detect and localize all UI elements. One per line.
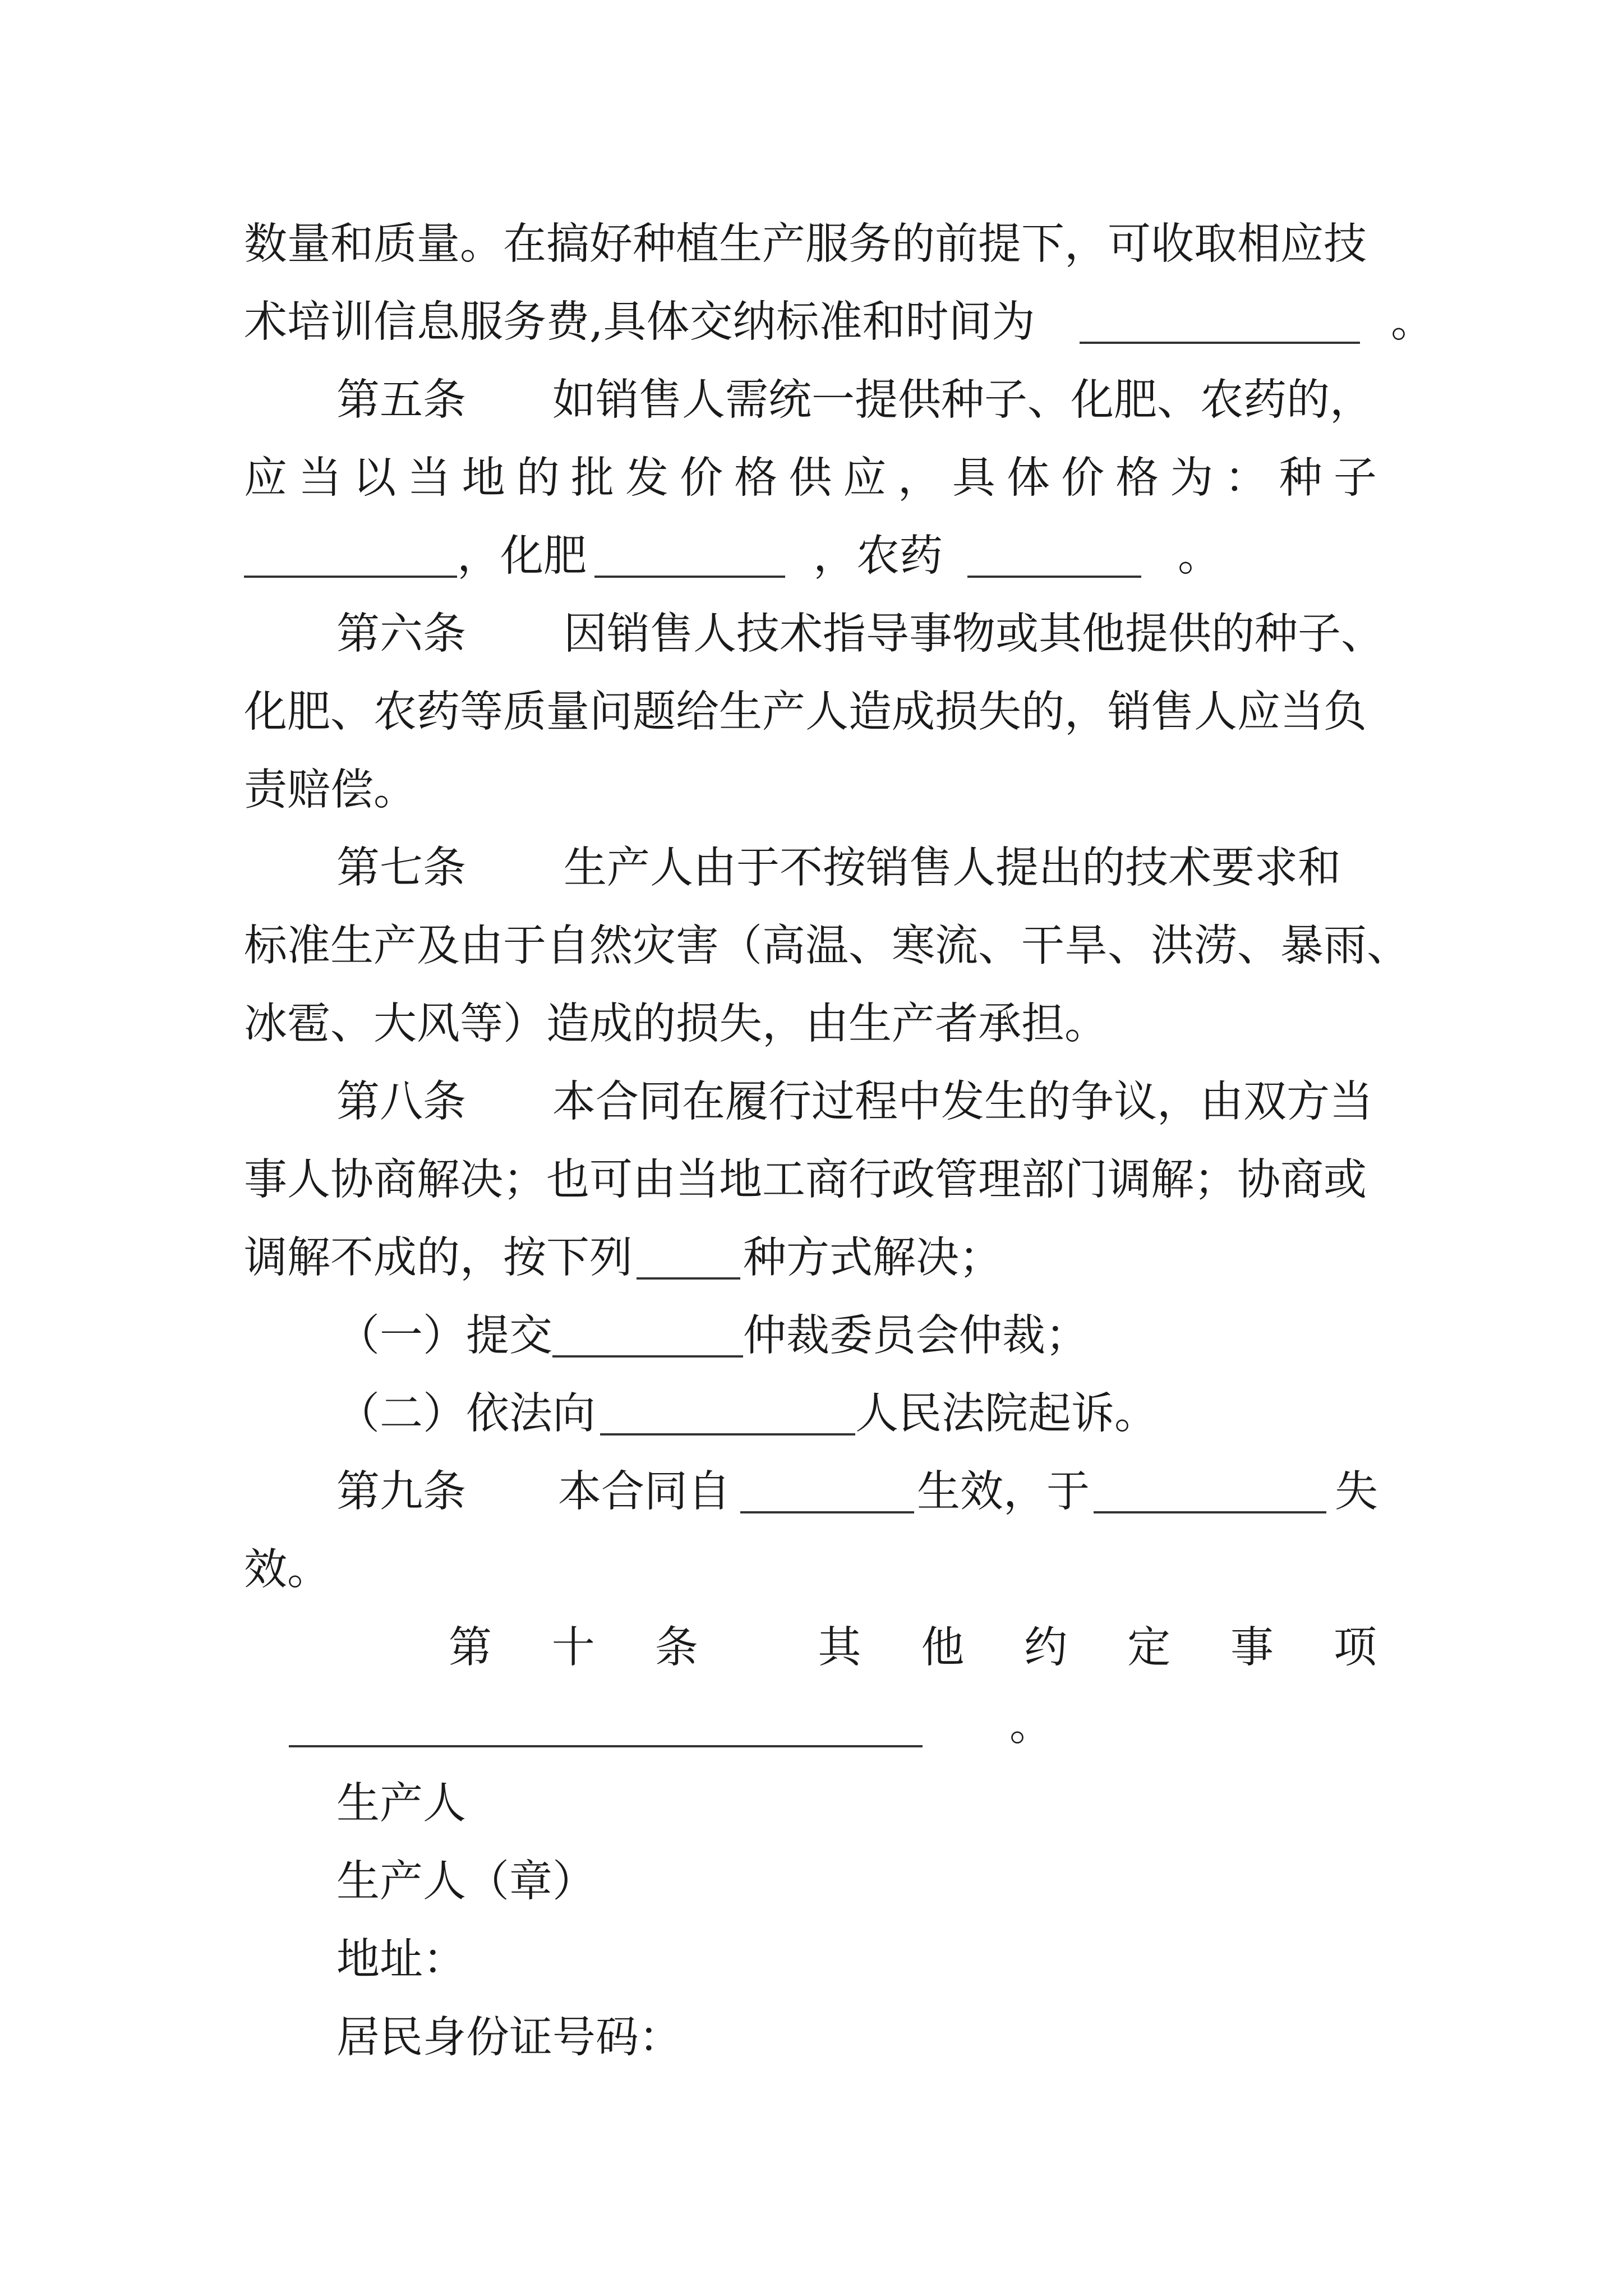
signature-line [0,1765,1623,1843]
text-line [0,1531,1623,1609]
justified-char: 价 [680,453,723,503]
article-5-heading-line [0,361,1623,440]
fill-blank [1094,1472,1326,1513]
article-8-heading-line [0,1063,1623,1142]
article-7-heading-line [0,829,1623,908]
line-text: 标准生产及由于自然灾害（高温、寒流、干旱、洪涝、暴雨、 [244,921,1410,971]
article-number: 第七条 [336,843,466,893]
signature-line [0,1843,1623,1921]
justified-char: 十 [551,1623,595,1673]
line-text: 效。 [244,1545,330,1595]
fill-blank [967,536,1141,578]
justified-char: 以 [353,453,396,503]
text-line [0,517,1623,596]
text-line [0,1297,1623,1375]
text-line [0,907,1623,986]
signature-line [0,1921,1623,1999]
justified-char: 其 [818,1623,861,1673]
fill-blank [637,1238,740,1280]
justified-char: 种 [1279,453,1322,503]
text-line [0,985,1623,1064]
address-label: 地址： [336,1935,466,1985]
line-text: （二）依法向 [336,1389,596,1439]
fill-blank [244,536,457,578]
article-9-heading-line [0,1453,1623,1531]
fill-blank [600,1394,855,1435]
justified-text [449,1609,1377,1687]
justified-char: 应 [843,453,887,503]
article-number: 第五条 [336,375,466,425]
id-number-label: 居民身份证号码： [336,2013,682,2063]
justified-char: 应 [244,453,287,503]
line-text: 。 [1391,297,1434,347]
fill-blank [552,1316,743,1358]
text-line [0,1141,1623,1220]
justified-char: 地 [462,453,505,503]
fill-blank [289,1706,923,1747]
line-text: 失 [1335,1467,1378,1517]
signature-line [0,1999,1623,2077]
line-text: 仲裁委员会仲裁； [743,1311,1089,1361]
text-line [0,283,1623,362]
justified-char: 价 [1061,453,1105,503]
justified-char: 为 [1170,453,1214,503]
line-text: 。 [1178,531,1221,581]
text-line [0,1219,1623,1297]
line-text: 化肥、农药等质量问题给生产人造成损失的，销售人应当负 [244,687,1367,737]
line-text: 生产人由于不按销售人提出的技术要求和 [564,843,1341,893]
line-text: 责赔偿。 [244,765,417,815]
line-text: 事人协商解决；也可由当地工商行政管理部门调解；协商或 [244,1155,1367,1205]
justified-text [244,439,1377,518]
justified-char: 格 [734,453,778,503]
text-line [0,205,1623,284]
justified-char: 子 [1333,453,1377,503]
justified-char: 的 [516,453,560,503]
line-text: 调解不成的，按下列 [244,1233,633,1283]
line-text: 生效，于 [917,1467,1090,1517]
text-line [0,673,1623,752]
line-text: 人民法院起诉。 [855,1389,1158,1439]
line-text: 因销售人技术指导事物或其他提供的种子、 [564,609,1384,659]
fill-blank [740,1472,914,1513]
article-number: 第八条 [336,1077,466,1127]
text-line [0,751,1623,830]
article-number: 第六条 [336,609,466,659]
justified-char: 定 [1127,1623,1171,1673]
line-text: 。 [1009,1701,1053,1751]
article-6-heading-line [0,595,1623,674]
text-line [0,439,1623,518]
line-text: 本合同在履行过程中发生的争议，由双方当 [552,1077,1373,1127]
producer-label: 生产人 [336,1779,466,1829]
justified-char: 格 [1115,453,1159,503]
line-text: 如销售人需统一提供种子、化肥、农药的， [552,375,1373,425]
line-text: 术培训信息服务费,具体交纳标准和时间为 [244,297,1035,347]
line-text: ，农药 [813,531,943,581]
line-text: 本合同自 [558,1467,731,1517]
justified-char: 第 [449,1623,492,1673]
justified-char: ， [897,453,941,503]
producer-seal-label: 生产人（章） [336,1857,596,1907]
text-line [0,1687,1623,1765]
justified-char: 项 [1333,1623,1377,1673]
justified-char: 发 [625,453,668,503]
justified-char: 事 [1230,1623,1274,1673]
justified-char: 具 [952,453,995,503]
article-number: 第九条 [336,1467,466,1517]
justified-char: 约 [1024,1623,1068,1673]
article-10-heading-line [0,1609,1623,1687]
line-text: 冰雹、大风等）造成的损失，由生产者承担。 [244,999,1108,1049]
justified-char: 条 [654,1623,698,1673]
justified-char: 当 [407,453,451,503]
justified-char: ： [1224,453,1268,503]
line-text: 数量和质量。在搞好种植生产服务的前提下，可收取相应技 [244,219,1367,269]
justified-char: 体 [1006,453,1050,503]
line-text: 种方式解决； [743,1233,1002,1283]
line-text: （一）提交 [336,1311,552,1361]
fill-blank [1080,302,1360,344]
text-line [0,1375,1623,1453]
justified-char: 批 [570,453,614,503]
justified-char: 供 [789,453,832,503]
line-text: ，化肥 [457,531,587,581]
justified-char: 当 [298,453,342,503]
justified-char: 他 [921,1623,965,1673]
fill-blank [594,536,785,578]
